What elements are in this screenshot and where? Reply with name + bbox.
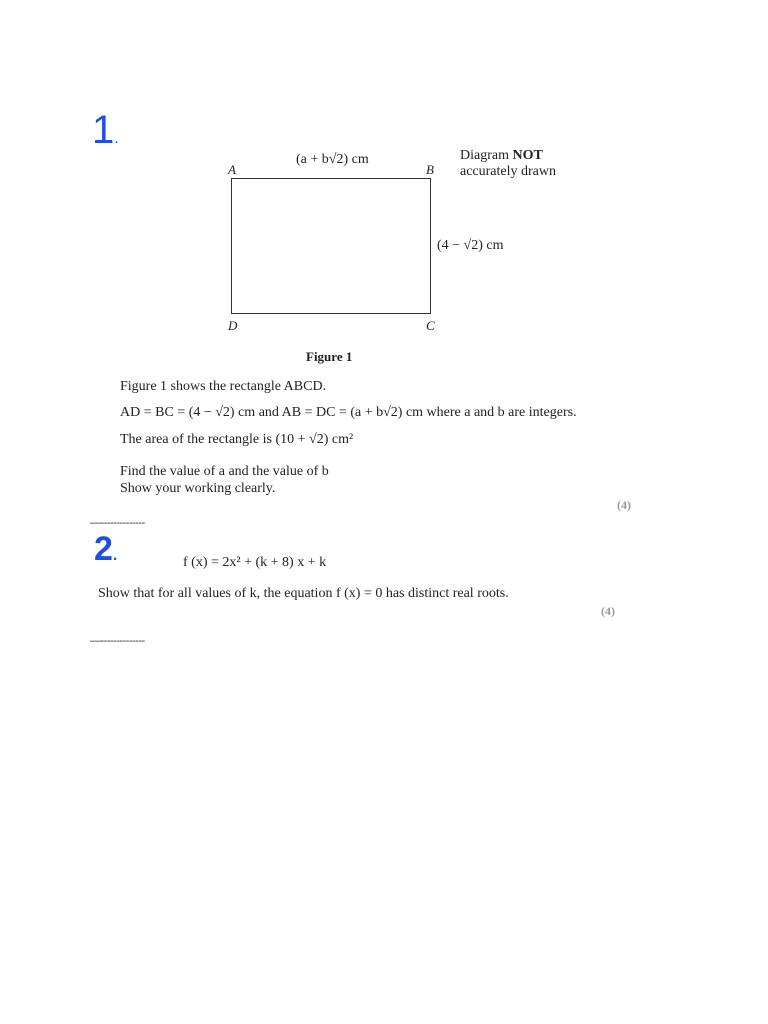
q1-marks: (4): [617, 498, 631, 512]
q2-text: Show that for all values of k, the equation f (x) = 0 has distinct real roots.: [98, 586, 509, 601]
q2-marks: (4): [601, 604, 615, 618]
side-bc-dimension: (4 − √2) cm: [437, 238, 504, 253]
vertex-a-label: A: [228, 162, 236, 177]
q2-equation: f (x) = 2x² + (k + 8) x + k: [183, 555, 327, 570]
vertex-d-label: D: [228, 318, 238, 333]
separator-2: —--------------: [90, 635, 145, 647]
q1-text-line-4: Find the value of a and the value of b: [120, 464, 329, 479]
q1-text-line-2: AD = BC = (4 − √2) cm and AB = DC = (a + b√2) cm where a and b are integers.: [120, 405, 577, 420]
vertex-c-label: C: [426, 318, 435, 333]
side-ab-dimension: (a + b√2) cm: [296, 152, 369, 167]
q1-text-line-5: Show your working clearly.: [120, 481, 276, 496]
rectangle-abcd: [231, 178, 431, 314]
question-2-number: 2.: [94, 530, 118, 568]
vertex-b-label: B: [426, 162, 434, 177]
diagram-note: Diagram NOT accurately drawn: [460, 148, 556, 179]
question-1-number: 1.: [92, 108, 119, 152]
separator-1: —--------------: [90, 517, 145, 529]
figure-caption: Figure 1: [306, 349, 353, 364]
q1-text-line-3: The area of the rectangle is (10 + √2) cm²: [120, 432, 354, 447]
q1-text-line-1: Figure 1 shows the rectangle ABCD.: [120, 379, 327, 394]
